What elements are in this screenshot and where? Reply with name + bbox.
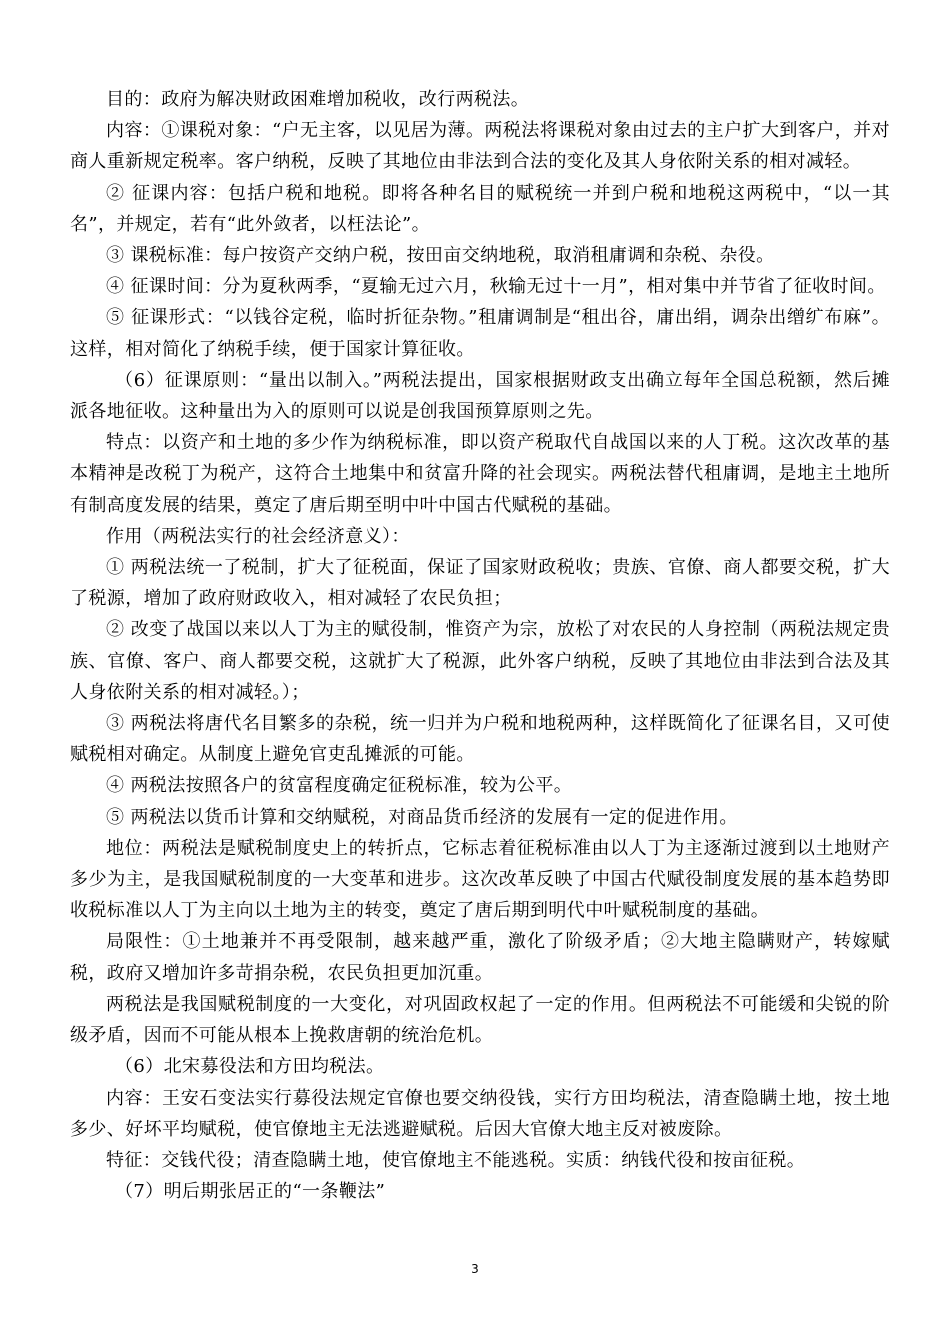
paragraph-status: 地位：两税法是赋税制度史上的转折点，它标志着征税标准由以人丁为主逐渐过渡到以土地财产多少为主，是我国赋税制度的一大变革和进步。这次改革反映了中国古代赋役制度发展的基本趋势即收税标准以人丁为主向以土地为主的转变，奠定了唐后期到明代中叶赋税制度的基础。: [70, 837, 890, 922]
paragraph-effect-1: ① 两税法统一了税制，扩大了征税面，保证了国家财政税收；贵族、官僚、商人都要交税，扩大了税源，增加了政府财政收入，相对减轻了农民负担；: [70, 557, 890, 610]
paragraph-tax-principle: （6）征课原则：“量出以制入。”两税法提出，国家根据财政支出确立每年全国总税额，然后摊派各地征收。这种量出为入的原则可以说是创我国预算原则之先。: [70, 369, 890, 423]
paragraph-tax-content: ② 征课内容：包括户税和地税。即将各种名目的赋税统一并到户税和地税这两税中，“以一其名”，并规定，若有“此外敛者，以枉法论”。: [70, 182, 890, 235]
paragraph-effect-3: ③ 两税法将唐代名目繁多的杂税，统一归并为户税和地税两种，这样既简化了征课名目，又可使赋税相对确定。从制度上避免官吏乱摊派的可能。: [70, 713, 890, 766]
paragraph-song-features: 特征：交钱代役；清查隐瞒土地，使官僚地主不能逃税。实质：纳钱代役和按亩征税。: [106, 1149, 806, 1171]
paragraph-limitations: 局限性：①土地兼并不再受限制，越来越严重，激化了阶级矛盾；②大地主隐瞒财产，转嫁赋税，政府又增加许多苛捐杂税，农民负担更加沉重。: [70, 931, 890, 984]
paragraph-effects-heading: 作用（两税法实行的社会经济意义）：: [106, 525, 410, 547]
paragraph-tax-standard: ③ 课税标准：每户按资产交纳户税，按田亩交纳地税，取消租庸调和杂税、杂役。: [106, 245, 775, 267]
document-body: [70, 84, 890, 1207]
paragraph-content-tax-object: 内容：①课税对象：“户无主客，以见居为薄。两税法将课税对象由过去的主户扩大到客户，并对商人重新规定税率。客户纳税，反映了其地位由非法到合法的变化及其人身依附关系的相对减轻。: [70, 120, 890, 173]
paragraph-features: 特点：以资产和土地的多少作为纳税标准，即以资产税取代自战国以来的人丁税。这次改革的基本精神是改税丁为税产，这符合土地集中和贫富升降的社会现实。两税法替代租庸调，是地主土地所有制高度发展的结果，奠定了唐后期至明中叶中国古代赋税的基础。: [70, 432, 890, 516]
paragraph-purpose: 目的：政府为解决财政困难增加税收，改行两税法。: [106, 89, 530, 110]
heading-song-reform: （6）北宋募役法和方田均税法。: [115, 1056, 385, 1078]
paragraph-summary: 两税法是我国赋税制度的一大变化，对巩固政权起了一定的作用。但两税法不可能缓和尖锐的阶级矛盾，因而不可能从根本上挽救唐朝的统治危机。: [70, 993, 890, 1047]
heading-ming-reform: （7）明后期张居正的“一条鞭法”: [115, 1181, 386, 1203]
paragraph-effect-2: ② 改变了战国以来以人丁为主的赋役制，惟资产为宗，放松了对农民的人身控制（两税法规定贵族、官僚、客户、商人都要交税，这就扩大了税源，此外客户纳税，反映了其地位由非法到合法及其人身依附关系的相对减轻。）；: [70, 619, 890, 703]
paragraph-song-content: 内容：王安石变法实行募役法规定官僚也要交纳役钱，实行方田均税法，清查隐瞒土地，按土地多少、好坏平均赋税，使官僚地主无法逃避赋税。后因大官僚大地主反对被废除。: [70, 1087, 890, 1140]
paragraph-tax-form: ⑤ 征课形式：“以钱谷定税，临时折征杂物。”租庸调制是“租出谷，庸出绢，调杂出缯纩布麻”。这样，相对简化了纳税手续，便于国家计算征收。: [70, 307, 890, 360]
paragraph-effect-5: ⑤ 两税法以货币计算和交纳赋税，对商品货币经济的发展有一定的促进作用。: [106, 806, 738, 828]
paragraph-tax-time: ④ 征课时间：分为夏秋两季，“夏输无过六月，秋输无过十一月”，相对集中并节省了征收时间。: [106, 276, 886, 298]
paragraph-effect-4: ④ 两税法按照各户的贫富程度确定征税标准，较为公平。: [106, 775, 573, 797]
page-number: 3: [471, 1262, 479, 1276]
